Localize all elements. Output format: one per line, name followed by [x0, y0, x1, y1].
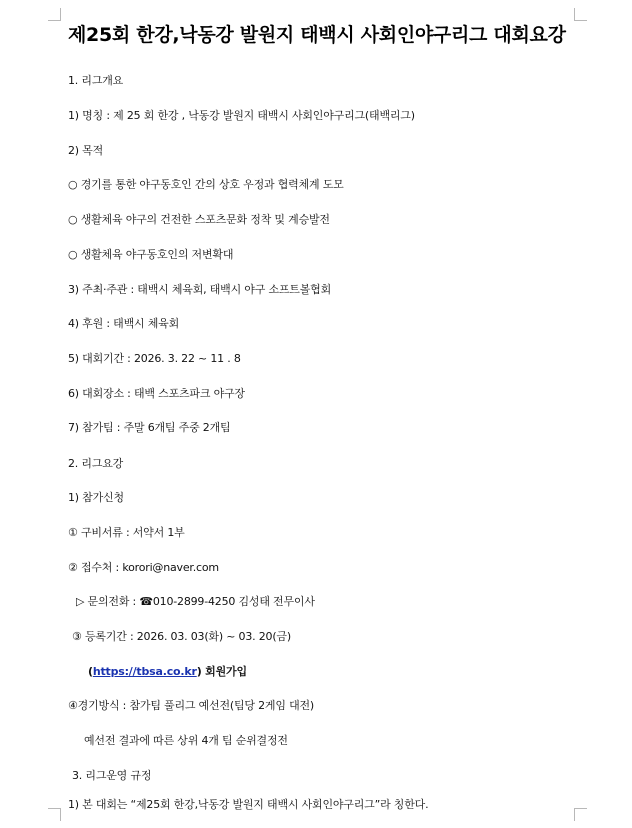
- section-heading: 1. 리그개요: [68, 74, 124, 87]
- page-corner-mark: [574, 808, 587, 821]
- body-line: 3) 주최·주관 : 태백시 체육회, 태백시 야구 소프트볼협회: [68, 283, 332, 296]
- body-line: 1) 본 대회는 “제25회 한강,낙동강 발원지 태백시 사회인야구리그”라 칭한다.: [68, 798, 429, 811]
- signup-suffix: ) 회원가입: [196, 665, 247, 678]
- body-line: ④경기방식 : 참가팀 풀리그 예선전(팀당 2게임 대전): [68, 699, 315, 712]
- body-line: 예선전 결과에 따른 상위 4개 팀 순위결정전: [84, 734, 288, 747]
- body-line: 2) 목적: [68, 144, 104, 157]
- body-line: 7) 참가팀 : 주말 6개팀 주중 2개팀: [68, 421, 231, 434]
- bullet-line: ○ 경기를 통한 야구동호인 간의 상호 우정과 협력체계 도모: [68, 178, 344, 191]
- section-heading: 3. 리그운영 규정: [72, 769, 152, 782]
- body-line: 1) 명칭 : 제 25 회 한강 , 낙동강 발원지 태백시 사회인야구리그(태백리그): [68, 109, 415, 122]
- page-corner-mark: [48, 808, 61, 821]
- document-title: 제25회 한강,낙동강 발원지 태백시 사회인야구리그 대회요강: [68, 24, 566, 46]
- body-line: 4) 후원 : 태백시 체육회: [68, 317, 179, 330]
- body-line: 1) 참가신청: [68, 491, 124, 504]
- signup-link[interactable]: https://tbsa.co.kr: [92, 665, 197, 678]
- section-heading: 2. 리그요강: [68, 457, 124, 470]
- page-corner-mark: [48, 8, 61, 21]
- body-line: ① 구비서류 : 서약서 1부: [68, 526, 185, 539]
- bullet-line: ○ 생활체육 야구동호인의 저변확대: [68, 248, 234, 261]
- body-line: ③ 등록기간 : 2026. 03. 03(화) ~ 03. 20(금): [72, 630, 291, 643]
- page-corner-mark: [574, 8, 587, 21]
- signup-line: [88, 663, 247, 679]
- body-line: 5) 대회기간 : 2026. 3. 22 ~ 11 . 8: [68, 352, 241, 365]
- body-line: ② 접수처 : korori@naver.com: [68, 561, 219, 574]
- contact-line: ▷ 문의전화 : ☎010-2899-4250 김성태 전무이사: [76, 595, 315, 608]
- body-line: 6) 대회장소 : 태백 스포츠파크 야구장: [68, 387, 245, 400]
- signup-open-paren: (: [88, 665, 93, 678]
- bullet-line: ○ 생활체육 야구의 건전한 스포츠문화 정착 및 계승발전: [68, 213, 330, 226]
